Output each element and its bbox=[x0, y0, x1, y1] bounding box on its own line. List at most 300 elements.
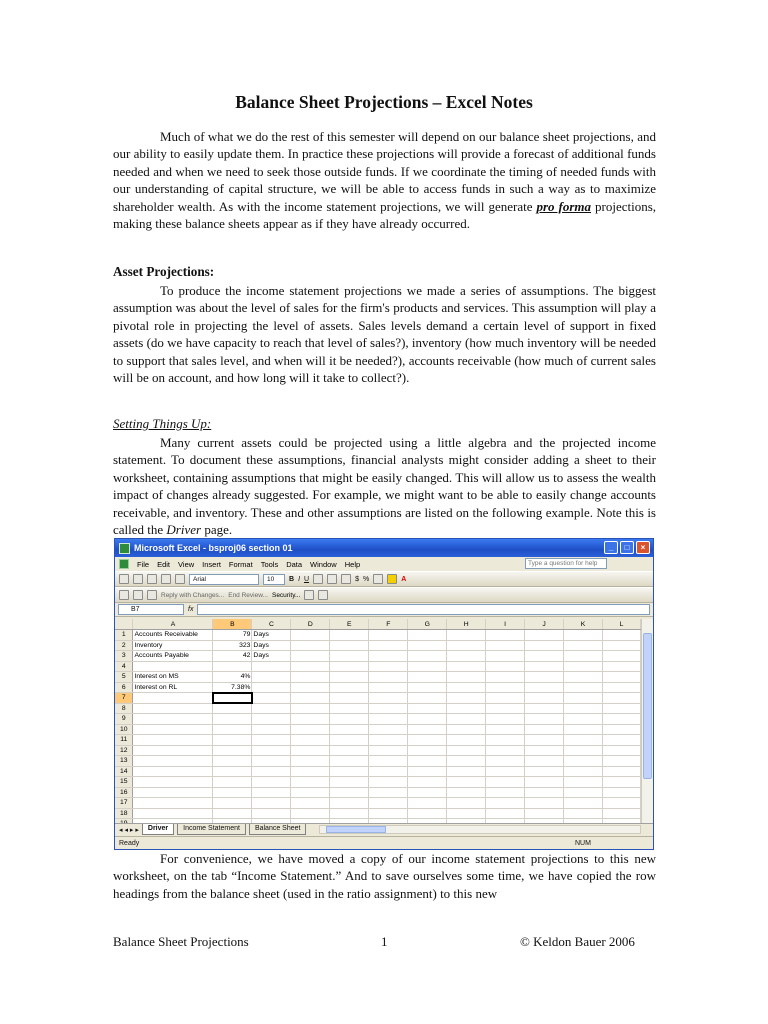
menu-insert[interactable]: Insert bbox=[202, 559, 221, 569]
cell-c9[interactable] bbox=[252, 714, 291, 725]
cell-a11[interactable] bbox=[133, 735, 213, 746]
fx-icon[interactable]: fx bbox=[188, 606, 194, 613]
cell-d18[interactable] bbox=[291, 808, 330, 819]
cell-f15[interactable] bbox=[369, 777, 408, 788]
cell-l5[interactable] bbox=[602, 672, 640, 683]
cell-i14[interactable] bbox=[486, 766, 525, 777]
cell-e4[interactable] bbox=[330, 661, 369, 672]
cell-f14[interactable] bbox=[369, 766, 408, 777]
column-header-b[interactable]: B bbox=[213, 619, 252, 630]
menu-view[interactable]: View bbox=[178, 559, 195, 569]
cell-g1[interactable] bbox=[408, 630, 447, 641]
row-header[interactable]: 3 bbox=[115, 651, 133, 662]
cell-l15[interactable] bbox=[602, 777, 640, 788]
horizontal-scrollbar[interactable] bbox=[319, 825, 641, 834]
fill-color-icon[interactable] bbox=[387, 574, 397, 584]
cell-k14[interactable] bbox=[564, 766, 603, 777]
cell-k13[interactable] bbox=[564, 756, 603, 767]
cell-a9[interactable] bbox=[133, 714, 213, 725]
tab-income-statement[interactable]: Income Statement bbox=[177, 824, 246, 835]
cell-g16[interactable] bbox=[408, 787, 447, 798]
cell-i10[interactable] bbox=[486, 724, 525, 735]
cell-j1[interactable] bbox=[525, 630, 564, 641]
row-header[interactable]: 13 bbox=[115, 756, 133, 767]
cell-c2[interactable]: Days bbox=[252, 640, 291, 651]
cell-e1[interactable] bbox=[330, 630, 369, 641]
cell-d1[interactable] bbox=[291, 630, 330, 641]
cell-c4[interactable] bbox=[252, 661, 291, 672]
cell-g18[interactable] bbox=[408, 808, 447, 819]
cell-a6[interactable]: Interest on RL bbox=[133, 682, 213, 693]
cell-b2[interactable]: 323 bbox=[213, 640, 252, 651]
cell-c18[interactable] bbox=[252, 808, 291, 819]
cell-c3[interactable]: Days bbox=[252, 651, 291, 662]
cell-f9[interactable] bbox=[369, 714, 408, 725]
cell-g15[interactable] bbox=[408, 777, 447, 788]
cell-d11[interactable] bbox=[291, 735, 330, 746]
cell-b6[interactable]: 7.38% bbox=[213, 682, 252, 693]
cell-a18[interactable] bbox=[133, 808, 213, 819]
cell-j15[interactable] bbox=[525, 777, 564, 788]
cell-d16[interactable] bbox=[291, 787, 330, 798]
cell-k17[interactable] bbox=[564, 798, 603, 809]
cell-i9[interactable] bbox=[486, 714, 525, 725]
cell-a16[interactable] bbox=[133, 787, 213, 798]
cell-a17[interactable] bbox=[133, 798, 213, 809]
cell-i7[interactable] bbox=[486, 693, 525, 704]
cell-h17[interactable] bbox=[447, 798, 486, 809]
cell-b3[interactable]: 42 bbox=[213, 651, 252, 662]
cell-j9[interactable] bbox=[525, 714, 564, 725]
column-header-h[interactable]: H bbox=[447, 619, 486, 630]
cell-j13[interactable] bbox=[525, 756, 564, 767]
borders-icon[interactable] bbox=[373, 574, 383, 584]
horizontal-scroll-thumb[interactable] bbox=[326, 826, 386, 833]
menu-edit[interactable]: Edit bbox=[157, 559, 171, 569]
cell-k3[interactable] bbox=[564, 651, 603, 662]
cell-l12[interactable] bbox=[602, 745, 640, 756]
cell-d14[interactable] bbox=[291, 766, 330, 777]
percent-icon[interactable]: % bbox=[362, 575, 370, 583]
cell-g2[interactable] bbox=[408, 640, 447, 651]
question-input[interactable]: Type a question for help bbox=[525, 558, 607, 569]
align-right-icon[interactable] bbox=[341, 574, 351, 584]
email-icon[interactable] bbox=[147, 590, 157, 600]
cell-b7[interactable] bbox=[213, 693, 252, 704]
status-num: NUM bbox=[575, 839, 591, 847]
cell-g7[interactable] bbox=[408, 693, 447, 704]
cell-f12[interactable] bbox=[369, 745, 408, 756]
cell-b17[interactable] bbox=[213, 798, 252, 809]
row-header[interactable]: 4 bbox=[115, 661, 133, 672]
cell-a1[interactable]: Accounts Receivable bbox=[133, 630, 213, 641]
end-review-button[interactable]: End Review... bbox=[228, 591, 268, 599]
cell-d9[interactable] bbox=[291, 714, 330, 725]
cell-f10[interactable] bbox=[369, 724, 408, 735]
cell-k2[interactable] bbox=[564, 640, 603, 651]
cell-e17[interactable] bbox=[330, 798, 369, 809]
security-button[interactable]: Security... bbox=[271, 591, 301, 599]
font-size-select[interactable]: 10 bbox=[263, 574, 285, 585]
cell-i13[interactable] bbox=[486, 756, 525, 767]
cell-k16[interactable] bbox=[564, 787, 603, 798]
cell-l11[interactable] bbox=[602, 735, 640, 746]
cell-k6[interactable] bbox=[564, 682, 603, 693]
cell-h7[interactable] bbox=[447, 693, 486, 704]
cell-f8[interactable] bbox=[369, 703, 408, 714]
cell-h12[interactable] bbox=[447, 745, 486, 756]
menu-window[interactable]: Window bbox=[310, 559, 337, 569]
row-header[interactable]: 18 bbox=[115, 808, 133, 819]
cell-j7[interactable] bbox=[525, 693, 564, 704]
bold-icon[interactable]: B bbox=[289, 575, 295, 583]
column-header-j[interactable]: J bbox=[525, 619, 564, 630]
cell-b15[interactable] bbox=[213, 777, 252, 788]
column-header-l[interactable]: L bbox=[602, 619, 640, 630]
cell-a8[interactable] bbox=[133, 703, 213, 714]
row-header[interactable]: 12 bbox=[115, 745, 133, 756]
column-header-e[interactable]: E bbox=[330, 619, 369, 630]
cell-g4[interactable] bbox=[408, 661, 447, 672]
cell-e18[interactable] bbox=[330, 808, 369, 819]
cell-c17[interactable] bbox=[252, 798, 291, 809]
cell-c1[interactable]: Days bbox=[252, 630, 291, 641]
italic-icon[interactable]: I bbox=[298, 575, 301, 583]
macro-icon[interactable] bbox=[304, 590, 314, 600]
cell-k1[interactable] bbox=[564, 630, 603, 641]
cell-f7[interactable] bbox=[369, 693, 408, 704]
cell-i6[interactable] bbox=[486, 682, 525, 693]
cell-f1[interactable] bbox=[369, 630, 408, 641]
cell-f13[interactable] bbox=[369, 756, 408, 767]
vertical-scroll-thumb[interactable] bbox=[643, 633, 652, 779]
cell-i12[interactable] bbox=[486, 745, 525, 756]
cell-l4[interactable] bbox=[602, 661, 640, 672]
cell-l6[interactable] bbox=[602, 682, 640, 693]
font-select[interactable]: Arial bbox=[189, 574, 259, 585]
row-header[interactable]: 1 bbox=[115, 630, 133, 641]
cell-g12[interactable] bbox=[408, 745, 447, 756]
cell-b11[interactable] bbox=[213, 735, 252, 746]
cell-a7[interactable] bbox=[133, 693, 213, 704]
cell-h6[interactable] bbox=[447, 682, 486, 693]
cell-e9[interactable] bbox=[330, 714, 369, 725]
cell-d13[interactable] bbox=[291, 756, 330, 767]
cell-i17[interactable] bbox=[486, 798, 525, 809]
sheet-row bbox=[115, 745, 641, 756]
cell-i18[interactable] bbox=[486, 808, 525, 819]
cell-k15[interactable] bbox=[564, 777, 603, 788]
row-header[interactable]: 5 bbox=[115, 672, 133, 683]
cell-i2[interactable] bbox=[486, 640, 525, 651]
tab-balance-sheet[interactable]: Balance Sheet bbox=[249, 824, 307, 835]
row-header[interactable]: 8 bbox=[115, 703, 133, 714]
cell-e5[interactable] bbox=[330, 672, 369, 683]
cell-h10[interactable] bbox=[447, 724, 486, 735]
vertical-scrollbar[interactable] bbox=[641, 619, 653, 823]
menu-file[interactable]: File bbox=[137, 559, 150, 569]
cell-f16[interactable] bbox=[369, 787, 408, 798]
cell-e13[interactable] bbox=[330, 756, 369, 767]
cell-f18[interactable] bbox=[369, 808, 408, 819]
cell-i16[interactable] bbox=[486, 787, 525, 798]
cell-h14[interactable] bbox=[447, 766, 486, 777]
cell-i8[interactable] bbox=[486, 703, 525, 714]
cell-h9[interactable] bbox=[447, 714, 486, 725]
cell-h2[interactable] bbox=[447, 640, 486, 651]
column-header-a[interactable]: A bbox=[133, 619, 213, 630]
cell-b13[interactable] bbox=[213, 756, 252, 767]
menu-help[interactable]: Help bbox=[344, 559, 361, 569]
cell-d4[interactable] bbox=[291, 661, 330, 672]
cell-c12[interactable] bbox=[252, 745, 291, 756]
cell-a2[interactable]: Inventory bbox=[133, 640, 213, 651]
cell-a4[interactable] bbox=[133, 661, 213, 672]
cell-i4[interactable] bbox=[486, 661, 525, 672]
align-left-icon[interactable] bbox=[313, 574, 323, 584]
cell-f4[interactable] bbox=[369, 661, 408, 672]
row-header[interactable]: 17 bbox=[115, 798, 133, 809]
cell-f11[interactable] bbox=[369, 735, 408, 746]
cell-j14[interactable] bbox=[525, 766, 564, 777]
cell-d10[interactable] bbox=[291, 724, 330, 735]
review-icon[interactable] bbox=[119, 590, 129, 600]
cell-j2[interactable] bbox=[525, 640, 564, 651]
cell-b18[interactable] bbox=[213, 808, 252, 819]
tab-nav-arrows[interactable]: ◂ ◂ ▸ ▸ bbox=[119, 826, 139, 834]
undo-icon[interactable] bbox=[175, 574, 185, 584]
cell-g10[interactable] bbox=[408, 724, 447, 735]
cell-e16[interactable] bbox=[330, 787, 369, 798]
close-icon[interactable]: × bbox=[636, 541, 650, 554]
column-header-f[interactable]: F bbox=[369, 619, 408, 630]
cell-l18[interactable] bbox=[602, 808, 640, 819]
cell-j11[interactable] bbox=[525, 735, 564, 746]
cell-b12[interactable] bbox=[213, 745, 252, 756]
cell-k4[interactable] bbox=[564, 661, 603, 672]
cell-l13[interactable] bbox=[602, 756, 640, 767]
row-header[interactable]: 16 bbox=[115, 787, 133, 798]
cell-l8[interactable] bbox=[602, 703, 640, 714]
row-header[interactable]: 11 bbox=[115, 735, 133, 746]
cell-g17[interactable] bbox=[408, 798, 447, 809]
cell-d5[interactable] bbox=[291, 672, 330, 683]
cell-b1[interactable]: 79 bbox=[213, 630, 252, 641]
cell-k10[interactable] bbox=[564, 724, 603, 735]
column-header-i[interactable]: I bbox=[486, 619, 525, 630]
cell-d8[interactable] bbox=[291, 703, 330, 714]
cell-j12[interactable] bbox=[525, 745, 564, 756]
column-header-g[interactable]: G bbox=[408, 619, 447, 630]
cell-j16[interactable] bbox=[525, 787, 564, 798]
cell-e12[interactable] bbox=[330, 745, 369, 756]
cell-c14[interactable] bbox=[252, 766, 291, 777]
menu-data[interactable]: Data bbox=[286, 559, 303, 569]
formula-bar bbox=[115, 603, 653, 617]
cell-f6[interactable] bbox=[369, 682, 408, 693]
cell-l3[interactable] bbox=[602, 651, 640, 662]
print-icon[interactable] bbox=[161, 574, 171, 584]
cell-i5[interactable] bbox=[486, 672, 525, 683]
row-header[interactable]: 14 bbox=[115, 766, 133, 777]
row-header[interactable]: 7 bbox=[115, 693, 133, 704]
cell-i1[interactable] bbox=[486, 630, 525, 641]
cell-d7[interactable] bbox=[291, 693, 330, 704]
cell-i3[interactable] bbox=[486, 651, 525, 662]
cell-h3[interactable] bbox=[447, 651, 486, 662]
cell-g8[interactable] bbox=[408, 703, 447, 714]
cell-e11[interactable] bbox=[330, 735, 369, 746]
cell-e7[interactable] bbox=[330, 693, 369, 704]
cell-c15[interactable] bbox=[252, 777, 291, 788]
cell-k12[interactable] bbox=[564, 745, 603, 756]
cell-d6[interactable] bbox=[291, 682, 330, 693]
cell-g13[interactable] bbox=[408, 756, 447, 767]
new-icon[interactable] bbox=[119, 574, 129, 584]
cell-b10[interactable] bbox=[213, 724, 252, 735]
save-icon[interactable] bbox=[147, 574, 157, 584]
cell-l10[interactable] bbox=[602, 724, 640, 735]
cell-f3[interactable] bbox=[369, 651, 408, 662]
cell-k7[interactable] bbox=[564, 693, 603, 704]
cell-d3[interactable] bbox=[291, 651, 330, 662]
tab-driver[interactable]: Driver bbox=[142, 824, 174, 835]
cell-g9[interactable] bbox=[408, 714, 447, 725]
cell-b4[interactable] bbox=[213, 661, 252, 672]
name-box[interactable]: B7 bbox=[118, 604, 184, 615]
column-header-k[interactable]: K bbox=[564, 619, 603, 630]
row-header[interactable]: 15 bbox=[115, 777, 133, 788]
cell-l17[interactable] bbox=[602, 798, 640, 809]
cell-j10[interactable] bbox=[525, 724, 564, 735]
cell-h16[interactable] bbox=[447, 787, 486, 798]
cell-b9[interactable] bbox=[213, 714, 252, 725]
cell-j8[interactable] bbox=[525, 703, 564, 714]
cell-b16[interactable] bbox=[213, 787, 252, 798]
cell-c16[interactable] bbox=[252, 787, 291, 798]
row-header[interactable]: 6 bbox=[115, 682, 133, 693]
cell-k5[interactable] bbox=[564, 672, 603, 683]
cell-g6[interactable] bbox=[408, 682, 447, 693]
cell-h8[interactable] bbox=[447, 703, 486, 714]
cell-a12[interactable] bbox=[133, 745, 213, 756]
cell-g5[interactable] bbox=[408, 672, 447, 683]
cell-j5[interactable] bbox=[525, 672, 564, 683]
cell-a14[interactable] bbox=[133, 766, 213, 777]
cell-a5[interactable]: Interest on MS bbox=[133, 672, 213, 683]
cell-h1[interactable] bbox=[447, 630, 486, 641]
cell-h18[interactable] bbox=[447, 808, 486, 819]
cell-h5[interactable] bbox=[447, 672, 486, 683]
cell-a3[interactable]: Accounts Payable bbox=[133, 651, 213, 662]
column-header-c[interactable]: C bbox=[252, 619, 291, 630]
cell-i11[interactable] bbox=[486, 735, 525, 746]
cell-l1[interactable] bbox=[602, 630, 640, 641]
cell-k9[interactable] bbox=[564, 714, 603, 725]
row-header[interactable]: 2 bbox=[115, 640, 133, 651]
cell-h13[interactable] bbox=[447, 756, 486, 767]
open-icon[interactable] bbox=[133, 574, 143, 584]
cell-h4[interactable] bbox=[447, 661, 486, 672]
cell-j17[interactable] bbox=[525, 798, 564, 809]
cell-k18[interactable] bbox=[564, 808, 603, 819]
cell-a15[interactable] bbox=[133, 777, 213, 788]
cell-c6[interactable] bbox=[252, 682, 291, 693]
cell-e15[interactable] bbox=[330, 777, 369, 788]
cell-j3[interactable] bbox=[525, 651, 564, 662]
cell-l2[interactable] bbox=[602, 640, 640, 651]
cell-i15[interactable] bbox=[486, 777, 525, 788]
cell-g11[interactable] bbox=[408, 735, 447, 746]
column-header-d[interactable]: D bbox=[291, 619, 330, 630]
minimize-icon[interactable]: _ bbox=[604, 541, 618, 554]
cell-f2[interactable] bbox=[369, 640, 408, 651]
cell-g14[interactable] bbox=[408, 766, 447, 777]
currency-icon[interactable]: $ bbox=[355, 575, 359, 583]
reply-with-changes-button[interactable]: Reply with Changes... bbox=[161, 591, 225, 599]
cell-k11[interactable] bbox=[564, 735, 603, 746]
menu-tools[interactable]: Tools bbox=[260, 559, 279, 569]
cell-a10[interactable] bbox=[133, 724, 213, 735]
cell-l16[interactable] bbox=[602, 787, 640, 798]
cell-c11[interactable] bbox=[252, 735, 291, 746]
cell-c8[interactable] bbox=[252, 703, 291, 714]
cell-b5[interactable]: 4% bbox=[213, 672, 252, 683]
cell-d15[interactable] bbox=[291, 777, 330, 788]
cell-f17[interactable] bbox=[369, 798, 408, 809]
cell-h11[interactable] bbox=[447, 735, 486, 746]
cell-c10[interactable] bbox=[252, 724, 291, 735]
cell-e2[interactable] bbox=[330, 640, 369, 651]
cell-e8[interactable] bbox=[330, 703, 369, 714]
select-all-corner[interactable] bbox=[115, 619, 133, 630]
underline-icon[interactable]: U bbox=[304, 575, 310, 583]
cell-e3[interactable] bbox=[330, 651, 369, 662]
cell-b14[interactable] bbox=[213, 766, 252, 777]
cell-a13[interactable] bbox=[133, 756, 213, 767]
cell-d17[interactable] bbox=[291, 798, 330, 809]
cell-c13[interactable] bbox=[252, 756, 291, 767]
cell-j4[interactable] bbox=[525, 661, 564, 672]
cell-k8[interactable] bbox=[564, 703, 603, 714]
align-center-icon[interactable] bbox=[327, 574, 337, 584]
cell-l7[interactable] bbox=[602, 693, 640, 704]
cell-l9[interactable] bbox=[602, 714, 640, 725]
cell-c5[interactable] bbox=[252, 672, 291, 683]
formula-input[interactable] bbox=[197, 604, 650, 615]
menu-format[interactable]: Format bbox=[228, 559, 253, 569]
row-header[interactable]: 9 bbox=[115, 714, 133, 725]
cell-e6[interactable] bbox=[330, 682, 369, 693]
font-color-icon[interactable]: A bbox=[401, 575, 407, 583]
cell-c7[interactable] bbox=[252, 693, 291, 704]
cell-l14[interactable] bbox=[602, 766, 640, 777]
cell-b8[interactable] bbox=[213, 703, 252, 714]
design-icon[interactable] bbox=[318, 590, 328, 600]
cell-e10[interactable] bbox=[330, 724, 369, 735]
cell-g3[interactable] bbox=[408, 651, 447, 662]
cell-e14[interactable] bbox=[330, 766, 369, 777]
cell-f5[interactable] bbox=[369, 672, 408, 683]
cell-h15[interactable] bbox=[447, 777, 486, 788]
compare-icon[interactable] bbox=[133, 590, 143, 600]
cell-j6[interactable] bbox=[525, 682, 564, 693]
row-header[interactable]: 10 bbox=[115, 724, 133, 735]
cell-d2[interactable] bbox=[291, 640, 330, 651]
maximize-icon[interactable]: □ bbox=[620, 541, 634, 554]
cell-d12[interactable] bbox=[291, 745, 330, 756]
cell-j18[interactable] bbox=[525, 808, 564, 819]
